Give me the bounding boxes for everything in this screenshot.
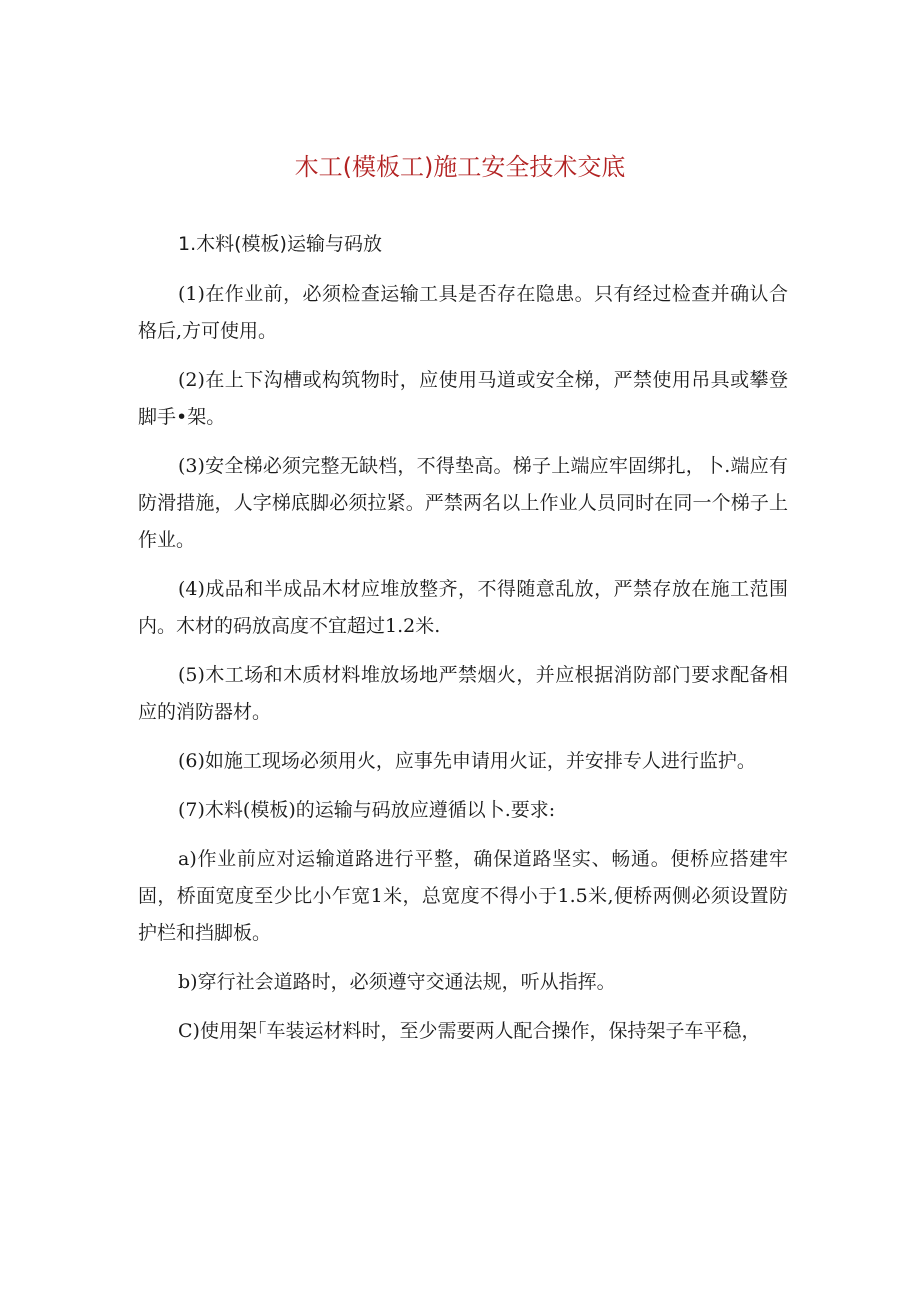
paragraph-a: a)作业前应对运输道路进行平整，确保道路坚实、畅通。便桥应搭建牢固，桥面宽度至少比小乍宽1米，总宽度不得小于1.5米,便桥两侧必须设置防护栏和挡脚板。 — [138, 848, 788, 944]
paragraph-c: C)使用架｢车装运材料时，至少需要两人配合操作，保持架子车平稳， — [178, 1020, 761, 1042]
paragraph-6: (6)如施工现场必须用火，应事先申请用火证，并安排专人进行监护。 — [178, 750, 756, 772]
paragraph-1: (1)在作业前，必须检查运输工具是否存在隐患。只有经过检查并确认合格后,方可使用。 — [138, 283, 788, 342]
document-title: 木工(模板工)施工安全技术交底 — [294, 153, 626, 181]
paragraph-5: (5)木工场和木质材料堆放场地严禁烟火，并应根据消防部门要求配备相应的消防器材。 — [138, 664, 788, 723]
paragraph-4: (4)成品和半成品木材应堆放整齐，不得随意乱放，严禁存放在施工范围内。木材的码放高度不宜超过1.2米. — [138, 578, 788, 637]
document-body — [138, 276, 788, 1062]
paragraph-3: (3)安全梯必须完整无缺档，不得垫高。梯子上端应牢固绑扎，卜.端应有防滑措施，人字梯底脚必须拉紧。严禁两名以上作业人员同时在同一个梯子上作业。 — [138, 455, 788, 551]
section-heading: 1.木料(模板)运输与码放 — [178, 233, 382, 255]
paragraph-b: b)穿行社会道路时，必须遵守交通法规，听从指挥。 — [178, 971, 616, 993]
paragraph-2: (2)在上下沟槽或构筑物时，应使用马道或安全梯，严禁使用吊具或攀登脚手•架。 — [138, 369, 788, 428]
paragraph-7: (7)木料(模板)的运输与码放应遵循以卜.要求: — [178, 799, 556, 821]
